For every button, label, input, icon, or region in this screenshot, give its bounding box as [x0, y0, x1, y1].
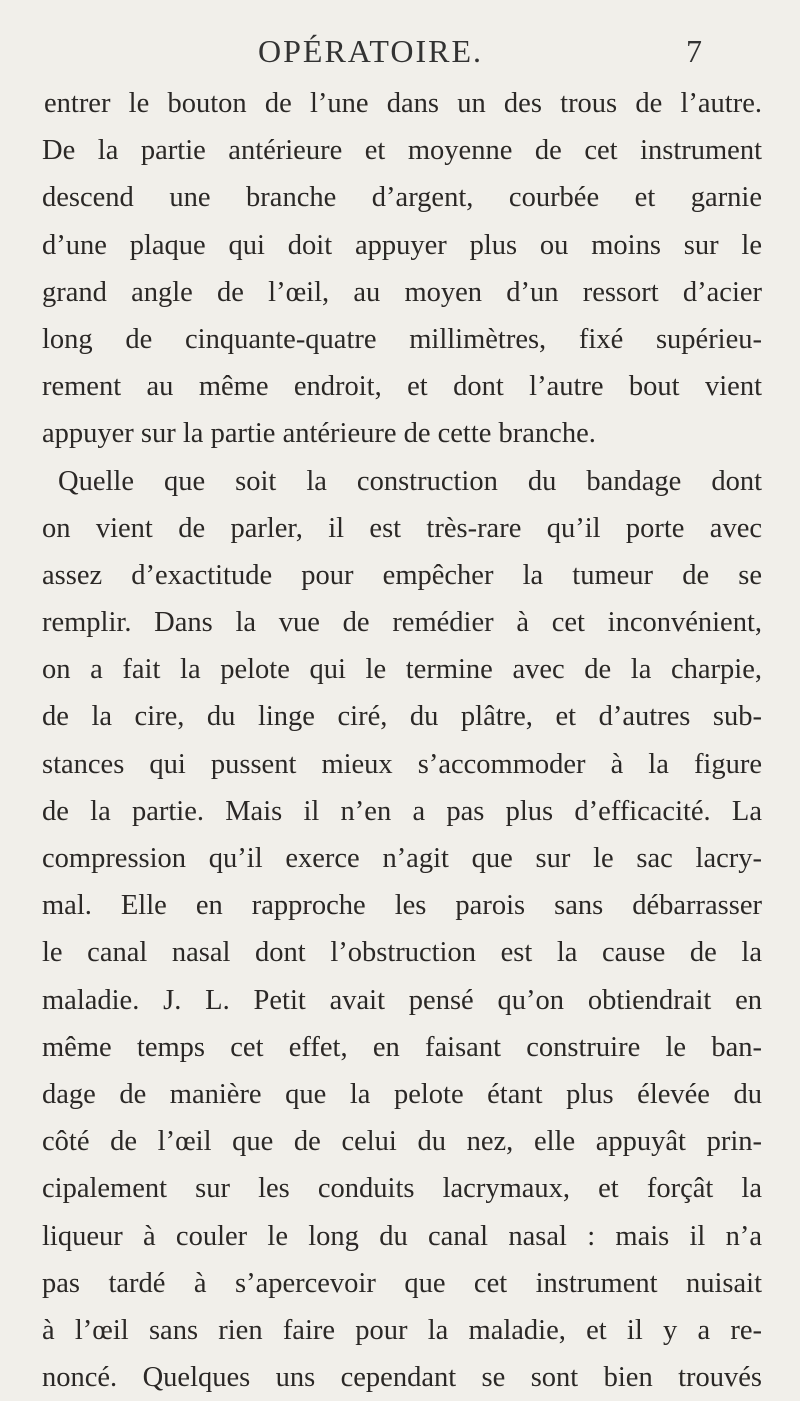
text-line: de la cire, du linge ciré, du plâtre, et d’autres sub- [42, 701, 762, 733]
text-line: on a fait la pelote qui le termine avec de la charpie, [42, 654, 762, 686]
text-line: on vient de parler, il est très-rare qu’il porte avec [42, 512, 762, 544]
text-line: à l’œil sans rien faire pour la maladie, et il y a re- [42, 1314, 762, 1346]
text-line: Quelle que soit la construction du bandage dont [58, 465, 762, 497]
text-line: long de cinquante-quatre millimètres, fixé supérieu- [42, 323, 762, 355]
text-line: grand angle de l’œil, au moyen d’un ressort d’acier [42, 276, 762, 308]
page-number: 7 [686, 33, 702, 69]
text-line: remplir. Dans la vue de remédier à cet inconvénient, [42, 607, 762, 639]
text-line: liqueur à couler le long du canal nasal : mais il n’a [42, 1220, 762, 1252]
text-line: maladie. J. L. Petit avait pensé qu’on obtiendrait en [42, 984, 762, 1016]
text-line: mal. Elle en rapproche les parois sans débarrasser [42, 890, 762, 922]
text-line: pas tardé à s’apercevoir que cet instrument nuisait [42, 1267, 762, 1299]
text-line: rement au même endroit, et dont l’autre bout vient [42, 371, 762, 403]
text-line: descend une branche d’argent, courbée et garnie [42, 182, 762, 214]
text-line: assez d’exactitude pour empêcher la tumeur de se [42, 559, 762, 591]
text-line: le canal nasal dont l’obstruction est la cause de la [42, 937, 762, 969]
body-text [42, 80, 762, 1401]
text-line: entrer le bouton de l’une dans un des trous de l’autre. [44, 88, 762, 119]
text-line: stances qui pussent mieux s’accommoder à la figure [42, 748, 762, 780]
text-line: de la partie. Mais il n’en a pas plus d’efficacité. La [42, 795, 762, 827]
text-line: compression qu’il exerce n’agit que sur le sac lacry- [42, 843, 762, 874]
text-line: cipalement sur les conduits lacrymaux, et forçât la [42, 1173, 762, 1205]
text-line: De la partie antérieure et moyenne de cet instrument [42, 135, 762, 167]
running-head [0, 33, 800, 73]
text-line: noncé. Quelques uns cependant se sont bien trouvés [42, 1362, 762, 1394]
text-line: dage de manière que la pelote étant plus élevée du [42, 1078, 762, 1110]
text-line: même temps cet effet, en faisant construire le ban- [42, 1031, 762, 1063]
text-line: côté de l’œil que de celui du nez, elle appuyât prin- [42, 1126, 762, 1158]
running-title: OPÉRATOIRE. [258, 33, 483, 69]
text-line: d’une plaque qui doit appuyer plus ou moins sur le [42, 229, 762, 261]
text-line: appuyer sur la partie antérieure de cette branche. [42, 418, 596, 450]
